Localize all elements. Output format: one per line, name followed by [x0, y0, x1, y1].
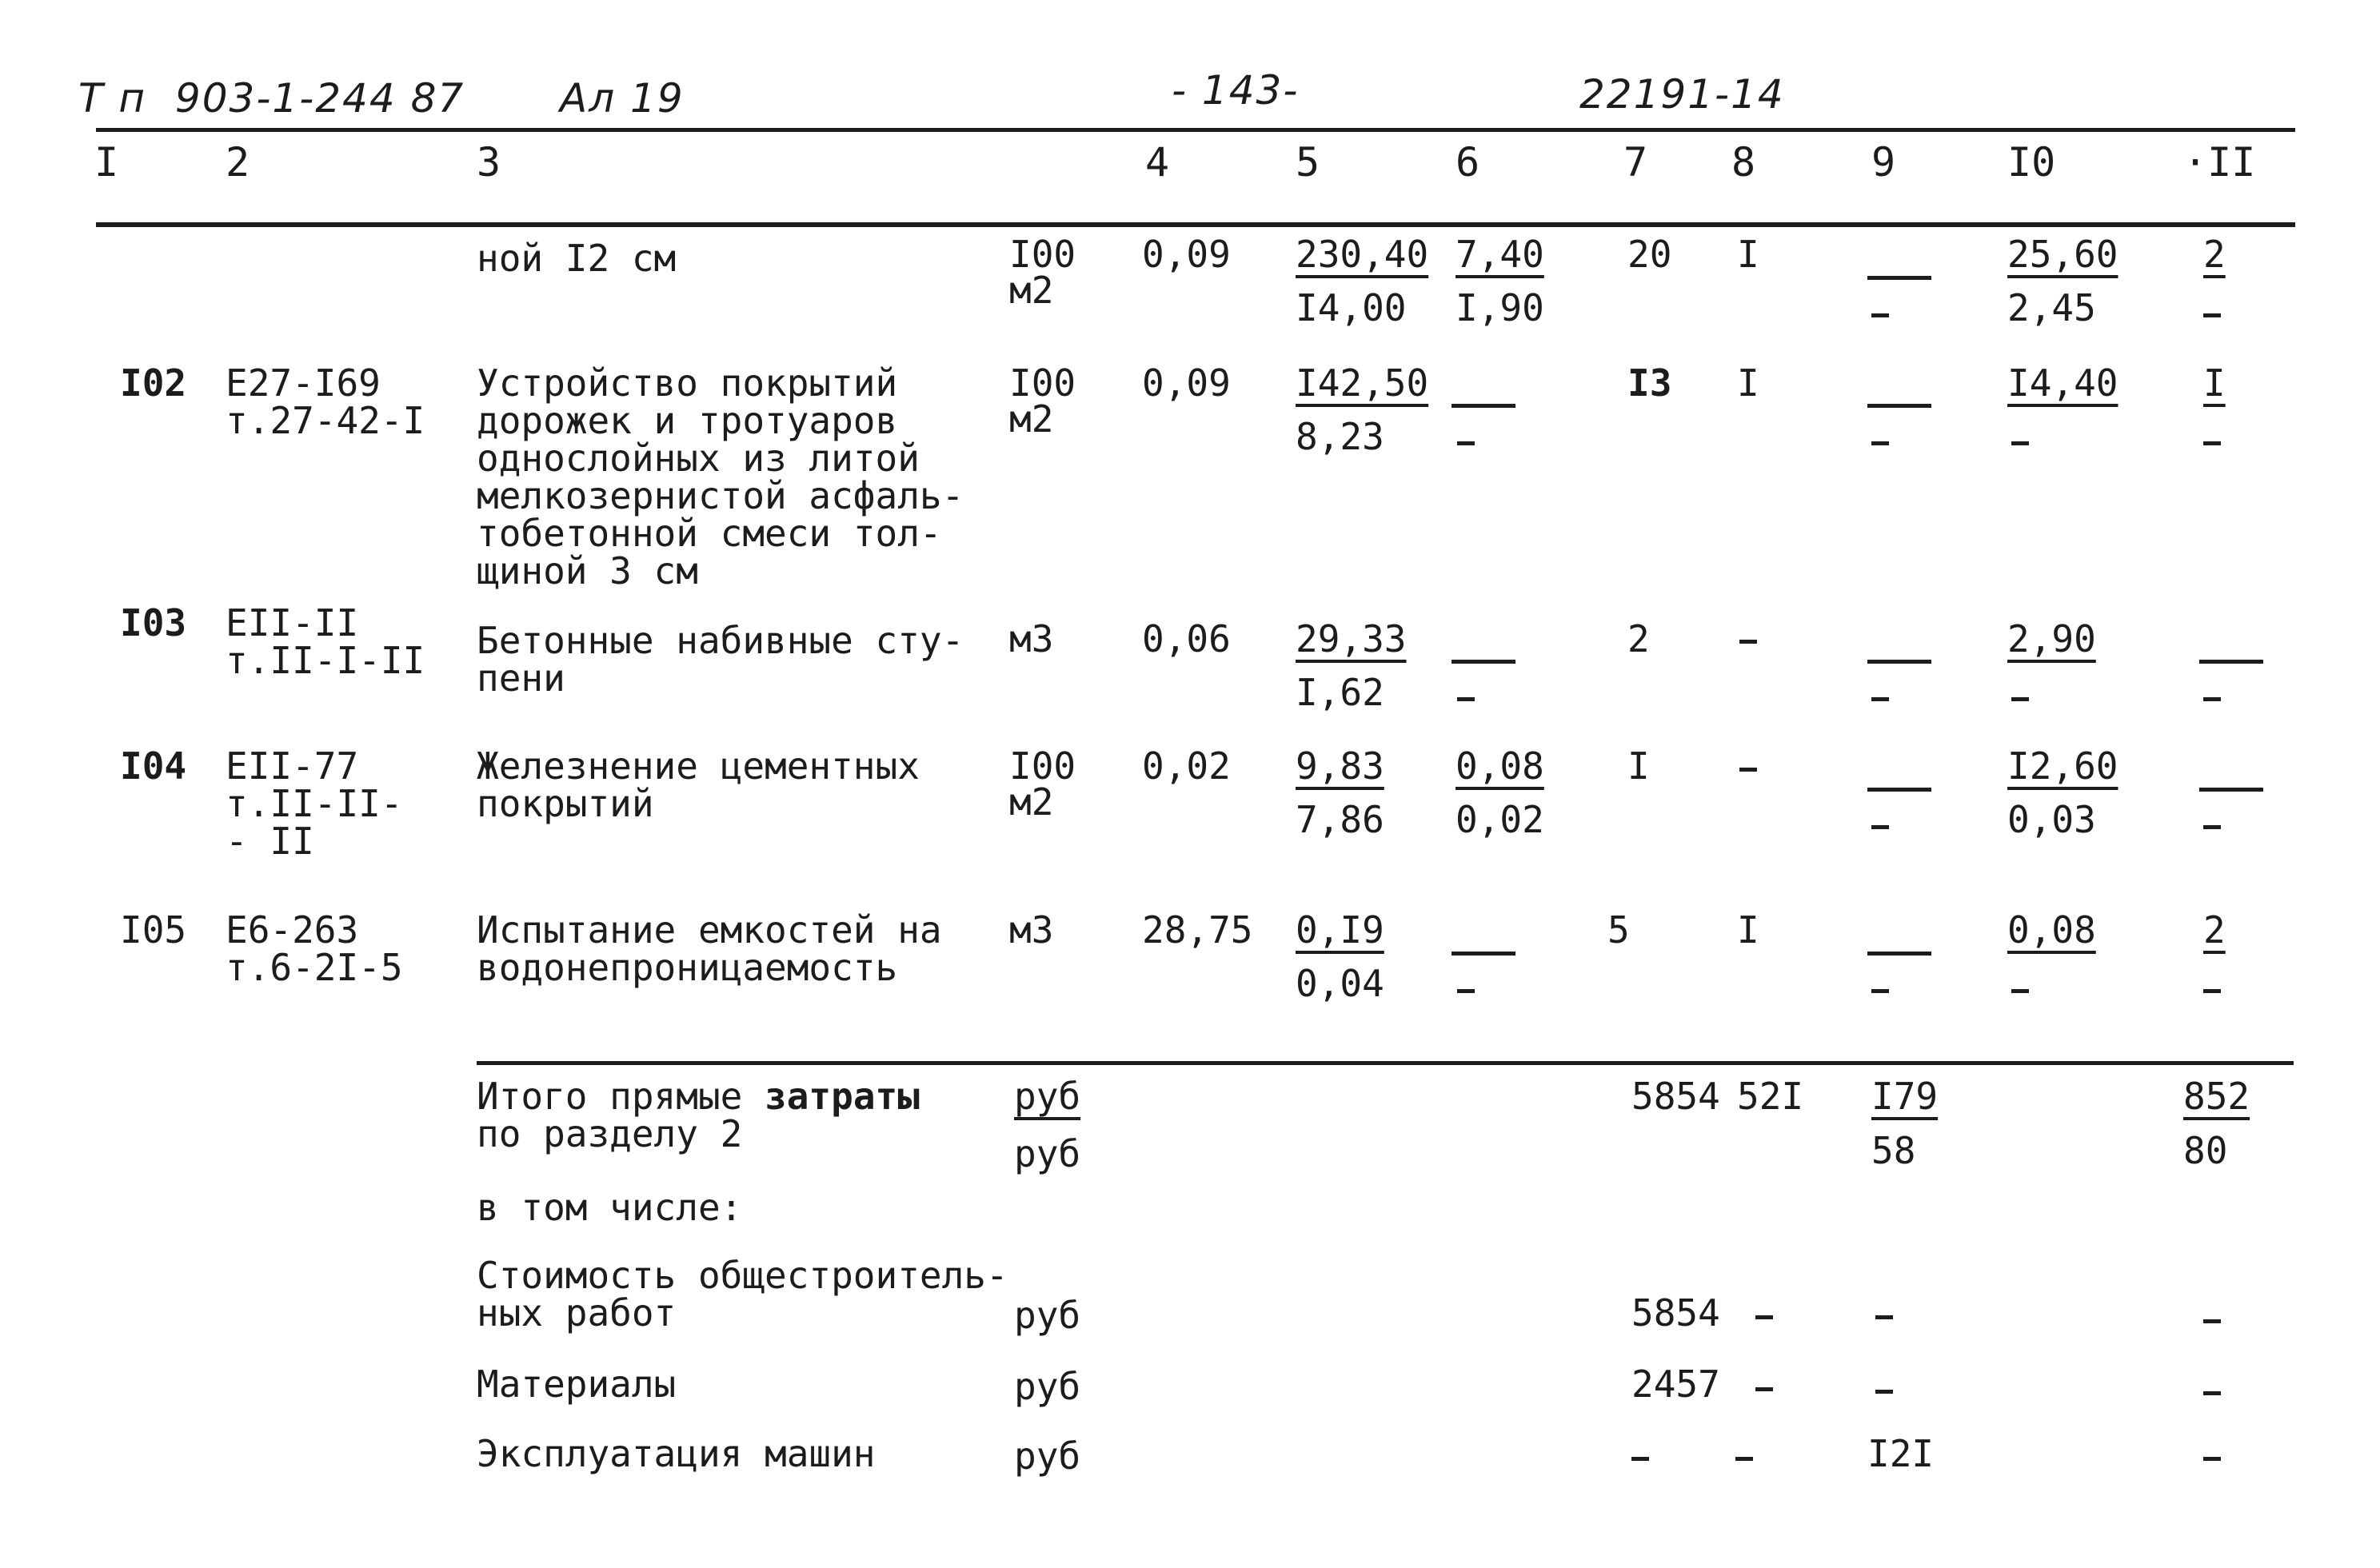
- row-quantity: 0,09: [1142, 361, 1231, 405]
- row-code: - II: [226, 820, 314, 863]
- summary-item-label: ных работ: [477, 1291, 677, 1335]
- summary-title: [477, 1075, 920, 1118]
- summary-col7: 5854: [1631, 1075, 1720, 1118]
- row-col7: I: [1627, 744, 1650, 788]
- summary-item-label: Стоимость общестроитель-: [477, 1254, 1008, 1297]
- dash: [2203, 697, 2221, 701]
- row-col11: I: [2203, 361, 2226, 405]
- row-col8: I: [1737, 233, 1759, 276]
- dash: [2203, 989, 2221, 993]
- summary-item-unit: руб: [1014, 1294, 1081, 1337]
- summary-title: по разделу 2: [477, 1112, 743, 1155]
- summary-rule: [477, 1061, 2294, 1065]
- dash: [2203, 1319, 2221, 1323]
- dash: [1871, 313, 1889, 317]
- row-number: I05: [120, 908, 187, 952]
- row-description: Испытание емкостей на: [477, 908, 942, 952]
- summary-unit: руб: [1014, 1132, 1081, 1175]
- row-quantity: 28,75: [1142, 908, 1253, 952]
- row-cost-total: 9,83: [1296, 744, 1384, 788]
- row-code: т.6-2I-5: [226, 946, 403, 989]
- dash: [1735, 1457, 1753, 1461]
- row-code: т.II-II-: [226, 782, 403, 825]
- row-col11: 2: [2203, 908, 2226, 952]
- summary-col8: 52I: [1737, 1075, 1804, 1118]
- doc-code: Т п 903-1-244 87: [78, 75, 465, 122]
- dash: [1631, 1457, 1649, 1461]
- column-header: 7: [1623, 139, 1648, 186]
- summary-col11-bottom: 80: [2183, 1129, 2228, 1172]
- column-header: 4: [1145, 139, 1170, 186]
- column-header: 3: [477, 139, 501, 186]
- dash: [1452, 952, 1515, 956]
- row-description: ной I2 см: [477, 237, 677, 280]
- dash: [2203, 1457, 2221, 1461]
- dash: [1871, 989, 1889, 993]
- row-code: ЕII-77: [226, 744, 359, 788]
- row-cost-wages: I4,00: [1296, 286, 1407, 329]
- row-description: пени: [477, 656, 565, 700]
- row-cost-wages: 8,23: [1296, 415, 1384, 458]
- row-quantity: 0,02: [1142, 744, 1231, 788]
- dash: [1871, 825, 1889, 829]
- dash: [2199, 660, 2263, 664]
- row-machine-wages: 0,02: [1456, 798, 1544, 841]
- row-quantity: 0,09: [1142, 233, 1231, 276]
- row-code: Е27-I69: [226, 361, 381, 405]
- row-code: т.II-I-II: [226, 639, 425, 682]
- row-description: Бетонные набивные сту-: [477, 619, 964, 662]
- column-header: 6: [1456, 139, 1480, 186]
- dash: [1457, 441, 1475, 445]
- header-top-rule: [96, 128, 2295, 132]
- dash: [1457, 989, 1475, 993]
- dash: [1871, 441, 1889, 445]
- dash: [1871, 697, 1889, 701]
- dash: [1739, 768, 1757, 772]
- dash: [2203, 441, 2221, 445]
- row-unit: м2: [1009, 397, 1054, 441]
- summary-col9-top: I79: [1871, 1075, 1939, 1118]
- summary-item-label: Эксплуатация машин: [477, 1432, 876, 1475]
- row-description: Устройство покрытий: [477, 361, 898, 405]
- row-col10-top: 0,08: [2007, 908, 2096, 952]
- row-cost-wages: I,62: [1296, 671, 1384, 714]
- column-header: 9: [1871, 139, 1896, 186]
- summary-title-part: Итого прямые: [477, 1075, 743, 1118]
- summary-col9-bottom: 58: [1871, 1129, 1916, 1172]
- dash: [1867, 660, 1931, 664]
- summary-item-col7: 5854: [1631, 1291, 1720, 1335]
- row-description: Железнение цементных: [477, 744, 920, 788]
- summary-unit: руб: [1014, 1075, 1081, 1118]
- row-cost-wages: 0,04: [1296, 962, 1384, 1005]
- dash: [2199, 788, 2263, 792]
- dash: [1457, 697, 1475, 701]
- row-unit: I00: [1009, 744, 1076, 788]
- column-header: I0: [2007, 139, 2056, 186]
- column-header: 5: [1296, 139, 1320, 186]
- row-cost-total: 230,40: [1296, 233, 1429, 276]
- row-description: водонепроницаемость: [477, 946, 898, 989]
- document-number: 22191-14: [1579, 71, 1785, 118]
- row-quantity: 0,06: [1142, 617, 1231, 660]
- summary-item-label: Материалы: [477, 1363, 677, 1406]
- album-number: Ал 19: [560, 75, 685, 122]
- row-col7: 20: [1627, 233, 1672, 276]
- row-cost-total: I42,50: [1296, 361, 1429, 405]
- row-col10-top: I4,40: [2007, 361, 2118, 405]
- row-code: Е6-263: [226, 908, 359, 952]
- row-col11: 2: [2203, 233, 2226, 276]
- summary-item-col9: I2I: [1867, 1432, 1935, 1475]
- row-unit: м3: [1009, 908, 1054, 952]
- row-description: мелкозернистой асфаль-: [477, 474, 964, 517]
- summary-title-part: затраты: [765, 1075, 920, 1118]
- dash: [2203, 825, 2221, 829]
- summary-item-col7: 2457: [1631, 1363, 1720, 1406]
- row-machine-cost: 0,08: [1456, 744, 1544, 788]
- row-col10-top: I2,60: [2007, 744, 2118, 788]
- row-unit: м2: [1009, 269, 1054, 312]
- page-number: - 143-: [1172, 67, 1300, 114]
- dash: [1755, 1387, 1773, 1391]
- row-description: однослойных из литой: [477, 437, 920, 480]
- row-unit: I00: [1009, 361, 1076, 405]
- dash: [2203, 313, 2221, 317]
- dash: [1875, 1315, 1893, 1319]
- row-cost-total: 0,I9: [1296, 908, 1384, 952]
- row-code: ЕII-II: [226, 601, 359, 644]
- column-header: ·II: [2183, 139, 2256, 186]
- row-col8: I: [1737, 361, 1759, 405]
- dash: [1875, 1390, 1893, 1394]
- dash: [2203, 1391, 2221, 1395]
- summary-col11-top: 852: [2183, 1075, 2250, 1118]
- column-header: 8: [1731, 139, 1756, 186]
- row-description: щиной 3 см: [477, 549, 698, 592]
- header-bottom-rule: [96, 222, 2295, 227]
- dash: [1452, 404, 1515, 408]
- row-code: т.27-42-I: [226, 399, 425, 442]
- summary-item-unit: руб: [1014, 1434, 1081, 1478]
- dash: [2011, 697, 2029, 701]
- row-number: I04: [120, 744, 187, 788]
- row-unit: I00: [1009, 233, 1076, 276]
- row-description: тобетонной смеси тол-: [477, 512, 942, 555]
- column-header: 2: [226, 139, 250, 186]
- dash: [1452, 660, 1515, 664]
- dash: [1867, 276, 1931, 280]
- dash: [2011, 989, 2029, 993]
- row-col8: I: [1737, 908, 1759, 952]
- including-label: в том числе:: [477, 1186, 743, 1229]
- row-machine-cost: 7,40: [1456, 233, 1544, 276]
- row-unit: м2: [1009, 780, 1054, 824]
- row-col10-bottom: 0,03: [2007, 798, 2096, 841]
- dash: [1867, 952, 1931, 956]
- row-machine-wages: I,90: [1456, 286, 1544, 329]
- row-number: I03: [120, 601, 187, 644]
- summary-item-unit: руб: [1014, 1365, 1081, 1408]
- dash: [2011, 441, 2029, 445]
- row-col7: 5: [1607, 908, 1630, 952]
- row-unit: м3: [1009, 617, 1054, 660]
- column-header: I: [94, 139, 119, 186]
- dash: [1867, 788, 1931, 792]
- row-description: дорожек и тротуаров: [477, 399, 898, 442]
- row-description: покрытий: [477, 782, 654, 825]
- row-col7: I3: [1627, 361, 1672, 405]
- row-col10-bottom: 2,45: [2007, 286, 2096, 329]
- dash: [1867, 404, 1931, 408]
- dash: [1755, 1315, 1773, 1319]
- row-cost-wages: 7,86: [1296, 798, 1384, 841]
- dash: [1739, 640, 1757, 644]
- row-col10-top: 2,90: [2007, 617, 2096, 660]
- row-col10-top: 25,60: [2007, 233, 2118, 276]
- row-col7: 2: [1627, 617, 1650, 660]
- row-cost-total: 29,33: [1296, 617, 1407, 660]
- row-number: I02: [120, 361, 187, 405]
